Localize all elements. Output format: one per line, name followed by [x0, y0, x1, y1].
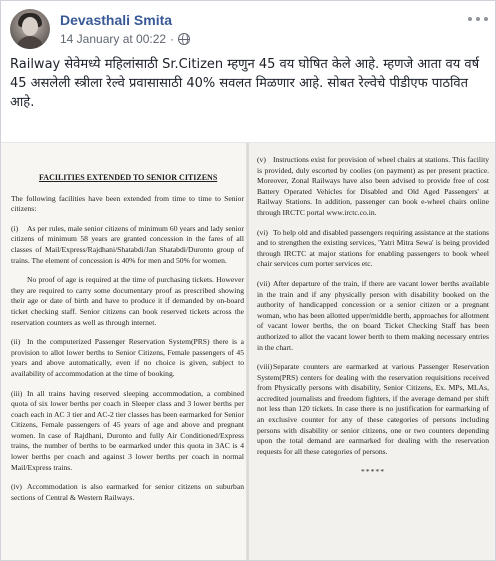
avatar-body	[16, 36, 44, 49]
document-paragraph	[257, 279, 489, 353]
more-options-icon[interactable]	[468, 13, 488, 25]
right-paragraphs	[257, 155, 489, 457]
paragraph-text: Instructions exist for provision of wheel chairs at stations. This facility is provided, duly escorted by coolies (on payment) as per present practice. Moreover, Zonal Railways have also been advised to provide free of cost Battery Operated Vehicles for Disabled and Old Aged Passengers' at Railway Stations. In addition, passenger can book e-wheel chairs online through IRCTC portal www.irctc.co.in.	[257, 155, 489, 217]
paragraph-text: As per rules, male senior citizens of minimum 60 years and lady senior citizens of minimum 58 years are granted concession in the fares of all classes of Mail/Express/Rajdhani/Shatabdi/Jan Shatabdi/Duronto group of trains. The element of concession is 40% for men and 50% for women.	[11, 223, 244, 265]
paragraph-text: In all trains having reserved sleeping accommodation, a combined quota of six lower berths per coach in Sleeper class and 3 lower berths per coach each in AC 3 tier and AC-2 tier classes has been earmarked for Senior Citizens, Female passengers of 45 years of age and above and pregnant women. In case of Rajdhani, Duronto and fully Air Conditioned/Express trains, the number of berths to be earmarked under this quota in 3AC is 4 lower berths per coach and against 3 lower berths per coach in normal Mail/Express trains.	[11, 388, 244, 472]
avatar-face	[22, 17, 38, 36]
paragraph-text: In the computerized Passenger Reservation System(PRS) there is a provision to allot lower berths to Senior Citizens, Female passengers of 45 years and above automatically, even if no choice is given, subject to availability of accommodation at the time of booking.	[11, 337, 244, 378]
document-page-right	[249, 143, 495, 560]
paragraph-number: (iv)	[11, 482, 22, 492]
document-paragraph	[11, 275, 244, 328]
document-page-left	[1, 143, 247, 560]
paragraph-number: (iii)	[11, 388, 23, 398]
left-paragraphs	[11, 224, 244, 504]
paragraph-number: (i)	[11, 223, 19, 233]
document-intro: The following facilities have been extended from time to time to Senior citizens:	[11, 193, 244, 214]
paragraph-number: (vii)	[257, 278, 271, 288]
paragraph-text: No proof of age is required at the time of purchasing tickets. However they are required to carry some documentary proof as prescribed showing their age or date of birth and have to produce it if demanded by on-board ticket checking staff. Senior citizens can book reserved tickets across the reservation counters as well as through internet.	[11, 275, 244, 327]
paragraph-text: Accommodation is also earmarked for senior citizens on suburban sections of Central & Western Railways.	[11, 482, 244, 502]
author-name[interactable]: Devasthali Smita	[60, 12, 173, 28]
document-paragraph	[11, 389, 244, 474]
meta-separator: ·	[170, 32, 175, 46]
document-paragraph	[11, 224, 244, 266]
post-meta	[60, 32, 190, 46]
document-paragraph	[11, 337, 244, 379]
document-paragraph	[11, 482, 244, 503]
paragraph-text: After departure of the train, if there are vacant lower berths available in the train and if any physically person with disability booked on the authority of handicapped concession or a senior citizen or a pregnant woman, who has been allotted upper/middle berth, approaches for allotment of vacant lower berths, the on board Ticket Checking Staff has been authorized to allot the vacant lower berth to them making necessary entries in the chart.	[257, 278, 489, 352]
globe-icon[interactable]	[178, 33, 190, 45]
post-header	[10, 9, 488, 53]
attached-document-image[interactable]	[1, 142, 495, 560]
paragraph-number: (ii)	[11, 337, 21, 347]
post-timestamp[interactable]: 14 January at 00:22	[60, 32, 167, 46]
paragraph-text: Separate counters are earmarked at various Passenger Reservation System(PRS) centers for dealing with the reservation requisitions received from Physically persons with disability, Senior Citizens, Ex. MPs, MLAs, accredited journalists and freedom fighters, if the average demand per shift not less than 120 tickets. In case there is no justification for earmarking of an exclusive counter for any of these categories of persons including persons with disability or senior citizens, one or two counters depending upon the total demand are earmarked for dealing with the reservation requests for all these categories of persons.	[257, 362, 489, 456]
document-end-mark: *****	[361, 467, 385, 477]
paragraph-number: (vi)	[257, 227, 268, 237]
paragraph-number: (v)	[257, 155, 266, 164]
document-paragraph	[257, 155, 489, 219]
post-text: Railway सेवेमध्ये महिलांसाठी Sr.Citizen म्हणुन 45 वय घोषित केले आहे. म्हणजे आता वय वर्ष 45 असलेली स्त्रीला रेल्वे प्रवासासाठी 40% सवलत मिळणार आहे. सोबत रेल्वेचे पीडीएफ पाठवित आहे.	[10, 57, 480, 110]
paragraph-text: To help old and disabled passengers requiring assistance at the stations and to strengthen the existing services, 'Yatri Mitra Sewa' is being provided through IRCTC at major stations for enabling passengers to book wheel chair services cum porter services etc.	[257, 227, 489, 269]
document-title: FACILITIES EXTENDED TO SENIOR CITIZENS	[39, 173, 218, 182]
document-paragraph	[257, 362, 489, 457]
avatar[interactable]	[10, 9, 50, 49]
paragraph-number: (viii)	[257, 362, 273, 372]
document-paragraph	[257, 228, 489, 270]
